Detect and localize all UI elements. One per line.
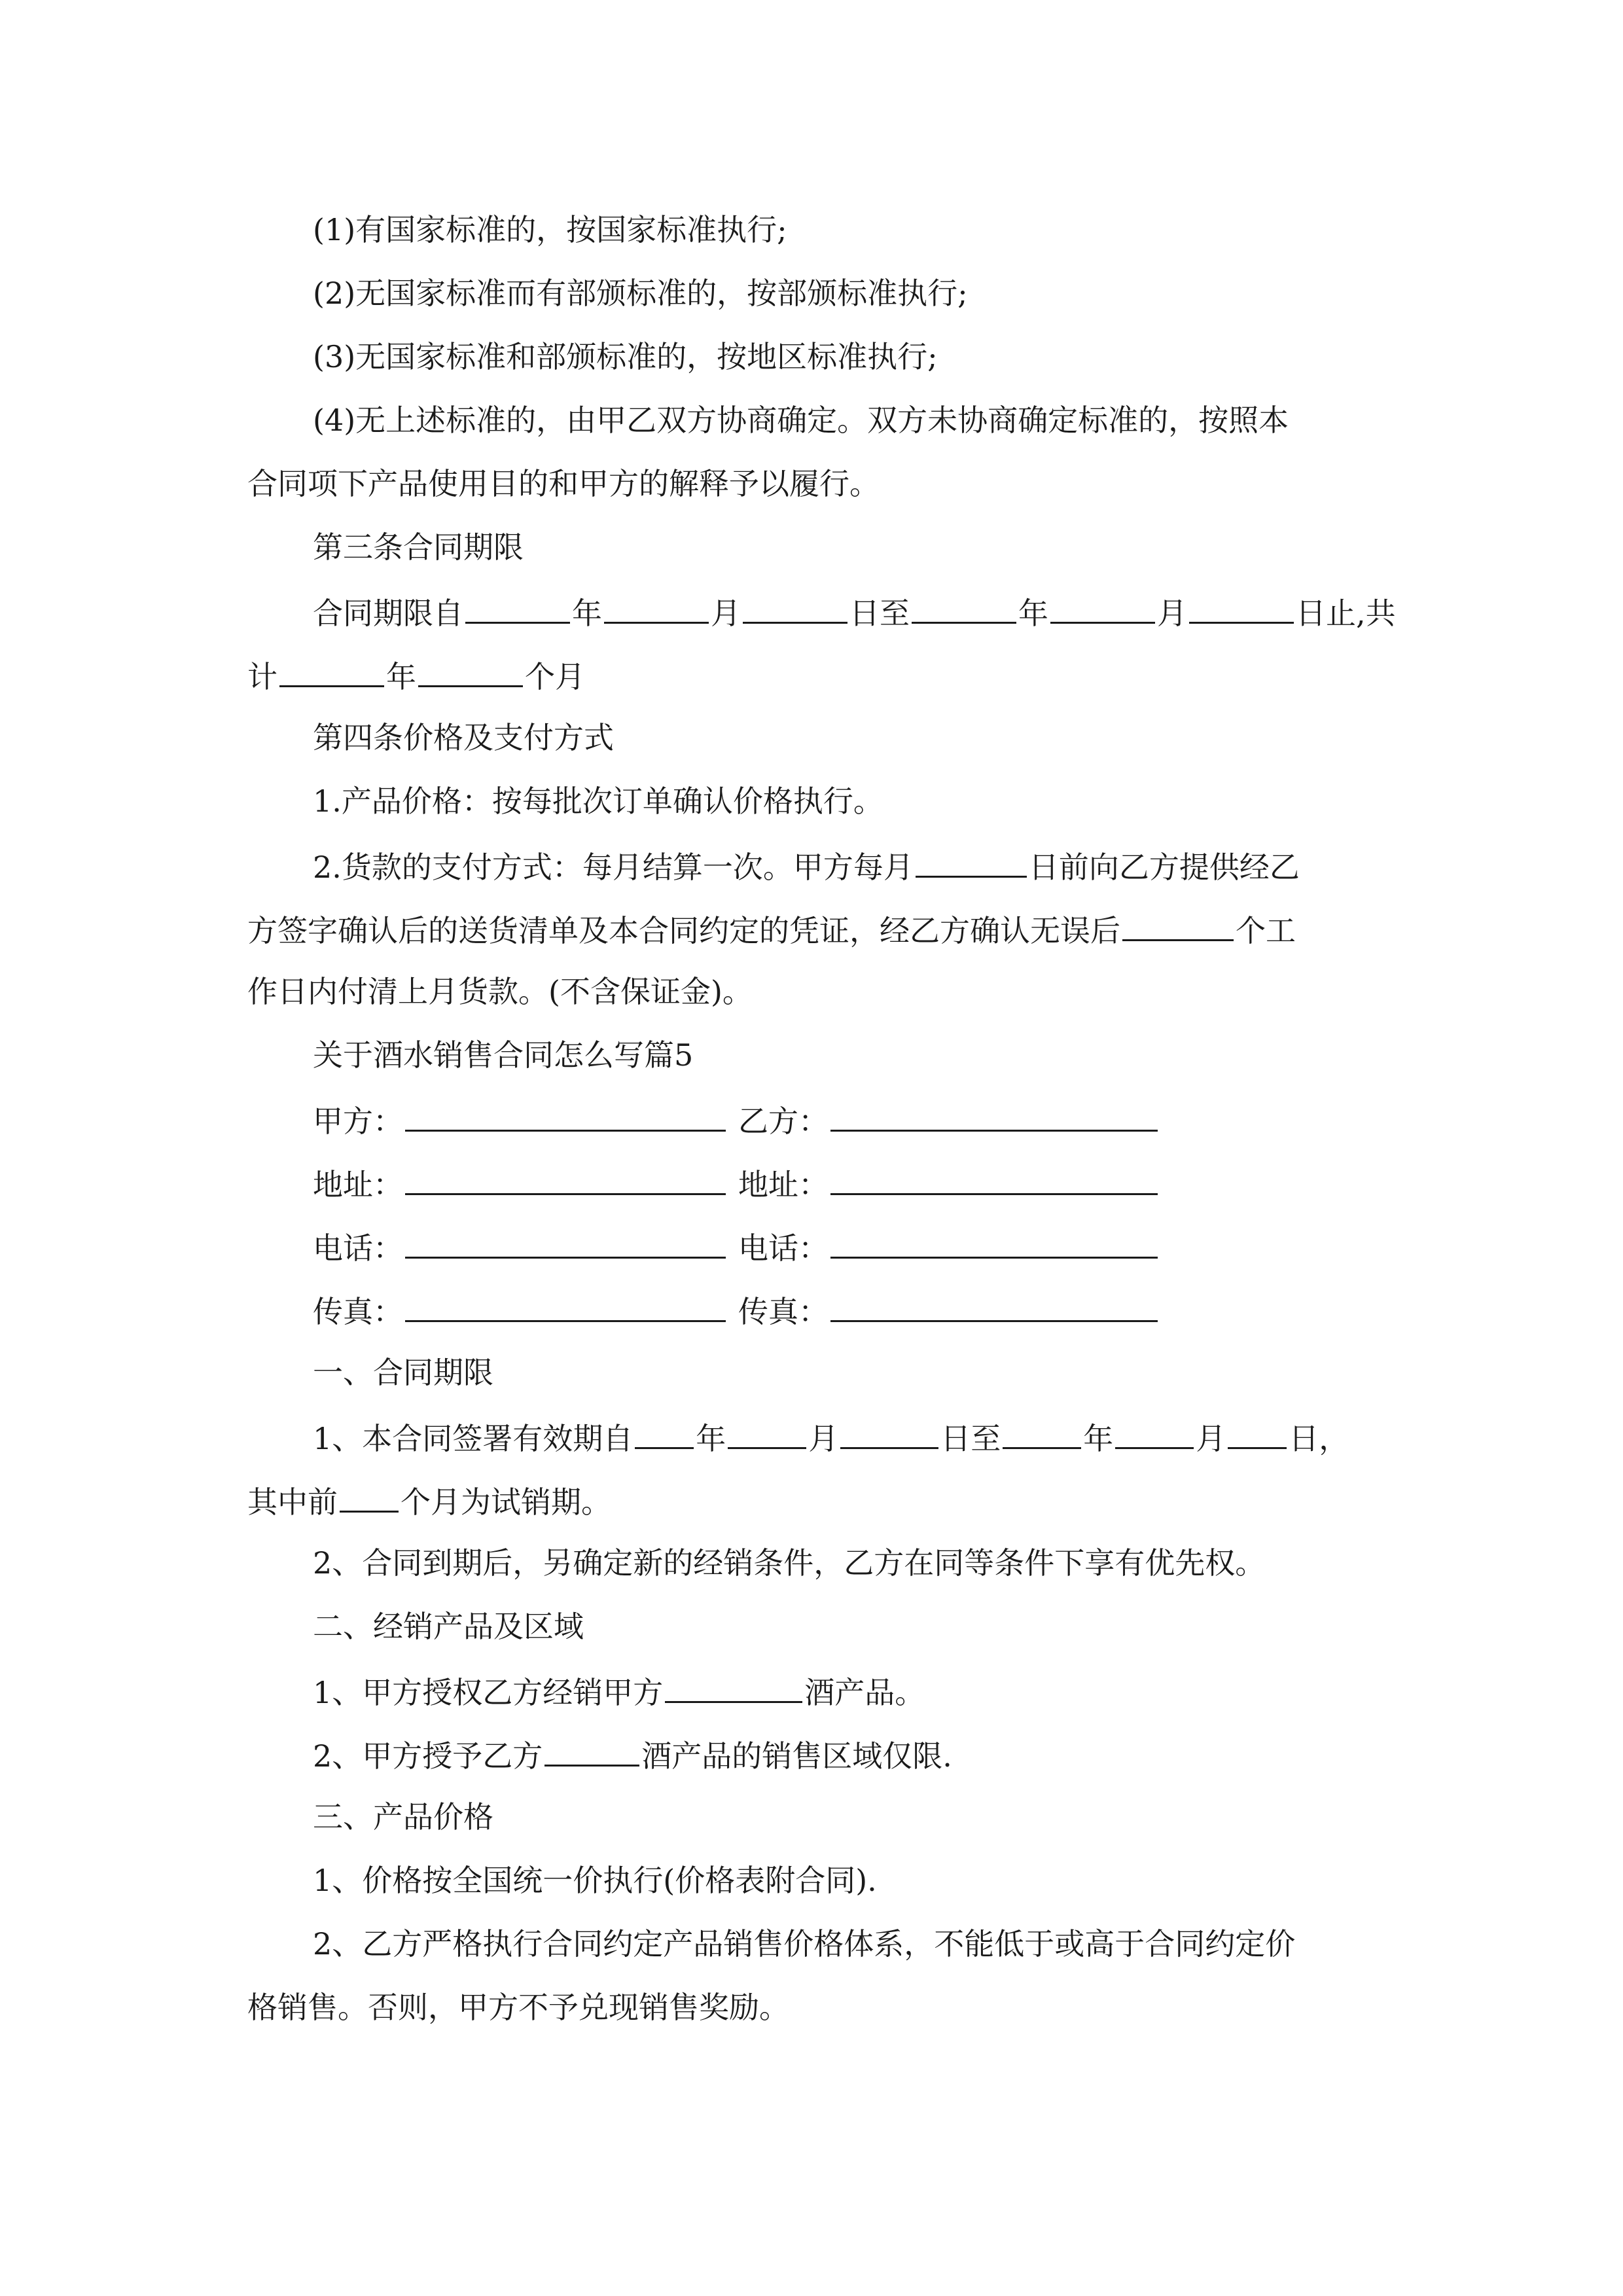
standard-clause-4-line1: (4)无上述标准的，由甲乙双方协商确定。双方未协商确定标准的，按照本 xyxy=(313,403,1289,438)
section-3-item-2-line2: 格销售。否则，甲方不予兑现销售奖励。 xyxy=(247,1990,789,2025)
article-4-item-2-line3: 作日内付清上月货款。(不含保证金)。 xyxy=(247,974,753,1009)
blank-trial-months[interactable] xyxy=(340,1484,399,1513)
party-b-label: 乙方： xyxy=(738,1103,829,1139)
blank-total-months[interactable] xyxy=(418,659,523,687)
address-b-label: 地址： xyxy=(738,1167,829,1202)
standard-clause-3: (3)无国家标准和部颁标准的，按地区标准执行; xyxy=(313,339,938,374)
day-to-label: 日至 xyxy=(849,596,910,631)
phone-a-label: 电话： xyxy=(313,1230,403,1266)
fax-a-label: 传真： xyxy=(313,1294,403,1329)
blank-valid-start-month[interactable] xyxy=(728,1421,806,1449)
article-3-term-line1 xyxy=(313,596,1396,631)
blank-end-month[interactable] xyxy=(1050,596,1155,624)
article-3-term-line2 xyxy=(247,659,585,692)
month-label: 月 xyxy=(1157,596,1187,631)
blank-start-day[interactable] xyxy=(743,596,847,624)
blank-valid-end-day[interactable] xyxy=(1228,1421,1287,1449)
blank-end-day[interactable] xyxy=(1189,596,1294,624)
section-1-item-1-line1: 1、本合同签署有效期自 年 月 日至 年 月 日， xyxy=(313,1421,1349,1456)
term-label: 合同期限自 xyxy=(313,596,463,631)
phone-b-field[interactable] xyxy=(830,1230,1158,1259)
article-4-item-2-line2: 方签字确认后的送货清单及本合同约定的凭证，经乙方确认无误后 个工 xyxy=(247,913,1296,948)
months-label: 个月 xyxy=(525,659,585,694)
standard-clause-1: (1)有国家标准的，按国家标准执行; xyxy=(313,212,787,247)
section-2-item-2: 2、甲方授予乙方 酒产品的销售区域仅限. xyxy=(313,1738,952,1774)
year-label: 年 xyxy=(572,596,602,631)
phone-a-field[interactable] xyxy=(405,1230,726,1259)
standard-clause-4-line2: 合同项下产品使用目的和甲方的解释予以履行。 xyxy=(247,466,880,501)
blank-delivery-day[interactable] xyxy=(916,850,1027,878)
fax-b-field[interactable] xyxy=(830,1294,1158,1322)
section-1-item-2: 2、合同到期后，另确定新的经销条件，乙方在同等条件下享有优先权。 xyxy=(313,1545,1266,1581)
fax-a-field[interactable] xyxy=(405,1294,726,1322)
article-4-heading: 第四条价格及支付方式 xyxy=(313,720,614,755)
blank-valid-end-month[interactable] xyxy=(1115,1421,1194,1449)
phone-row xyxy=(313,1230,829,1266)
month-label: 月 xyxy=(711,596,741,631)
blank-valid-end-year[interactable] xyxy=(1003,1421,1081,1449)
standard-clause-2: (2)无国家标准而有部颁标准的，按部颁标准执行; xyxy=(313,276,968,311)
year-label: 年 xyxy=(1018,596,1048,631)
fax-row xyxy=(313,1294,829,1329)
address-a-field[interactable] xyxy=(405,1167,726,1195)
section-3-heading: 三、产品价格 xyxy=(313,1799,493,1835)
blank-start-month[interactable] xyxy=(604,596,709,624)
article-4-item-2-line1: 2.货款的支付方式：每月结算一次。甲方每月 日前向乙方提供经乙 xyxy=(313,850,1300,885)
section-1-item-1-line2: 其中前 个月为试销期。 xyxy=(247,1484,611,1520)
blank-liquor-product[interactable] xyxy=(665,1675,802,1703)
fax-b-label: 传真： xyxy=(738,1294,829,1329)
blank-valid-start-year[interactable] xyxy=(635,1421,694,1449)
party-b-field[interactable] xyxy=(830,1103,1158,1132)
section-3-item-2-line1: 2、乙方严格执行合同约定产品销售价格体系，不能低于或高于合同约定价 xyxy=(313,1926,1296,1962)
party-a-label: 甲方： xyxy=(313,1103,403,1139)
address-row xyxy=(313,1167,829,1202)
blank-end-year[interactable] xyxy=(912,596,1016,624)
party-a-field[interactable] xyxy=(405,1103,726,1132)
blank-total-years[interactable] xyxy=(279,659,384,687)
address-b-field[interactable] xyxy=(830,1167,1158,1195)
total-label: 计 xyxy=(247,659,277,694)
section-2-heading: 二、经销产品及区域 xyxy=(313,1609,584,1644)
party-row xyxy=(313,1103,829,1139)
blank-region-product[interactable] xyxy=(544,1738,639,1767)
address-a-label: 地址： xyxy=(313,1167,403,1202)
year-label: 年 xyxy=(386,659,416,694)
section-1-heading: 一、合同期限 xyxy=(313,1355,493,1390)
section-5-title: 关于酒水销售合同怎么写篇5 xyxy=(313,1037,694,1073)
article-3-heading: 第三条合同期限 xyxy=(313,529,524,565)
article-4-item-1: 1.产品价格：按每批次订单确认价格执行。 xyxy=(313,783,883,819)
blank-start-year[interactable] xyxy=(465,596,570,624)
phone-b-label: 电话： xyxy=(738,1230,829,1266)
section-2-item-1: 1、甲方授权乙方经销甲方 酒产品。 xyxy=(313,1675,925,1710)
blank-valid-start-day[interactable] xyxy=(840,1421,938,1449)
section-3-item-1: 1、价格按全国统一价执行(价格表附合同). xyxy=(313,1863,877,1898)
blank-working-days[interactable] xyxy=(1122,913,1234,941)
day-end-label: 日止,共 xyxy=(1296,596,1396,631)
